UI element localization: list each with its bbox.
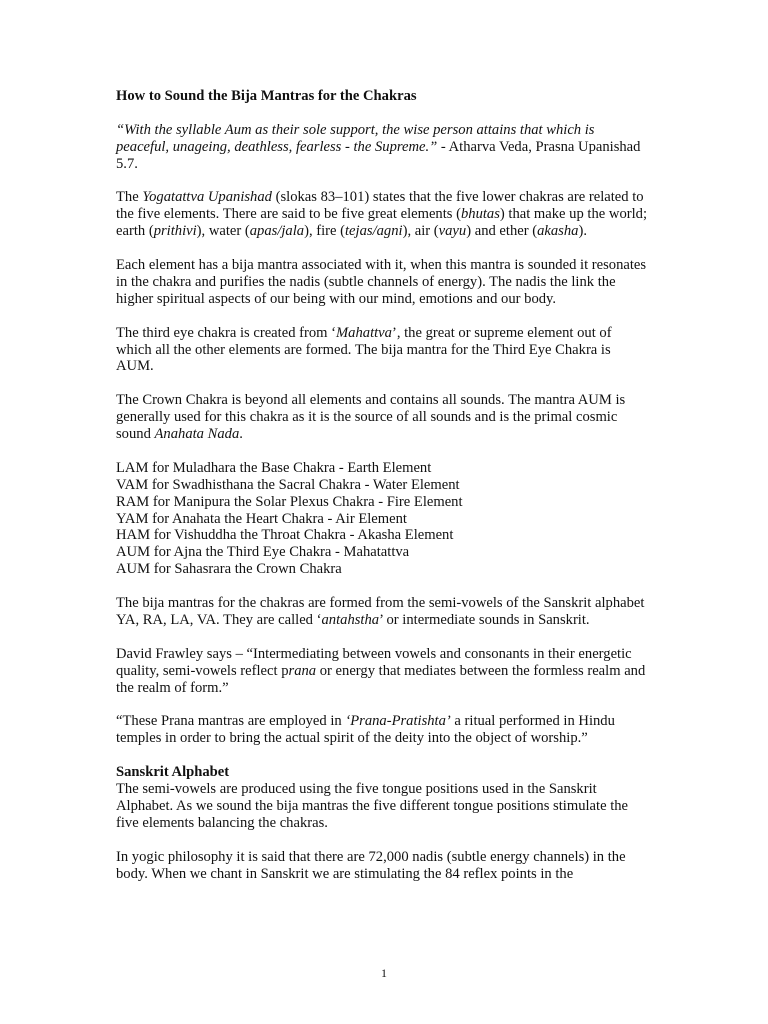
list-item: AUM for Sahasrara the Crown Chakra <box>116 561 342 578</box>
list-item: YAM for Anahata the Heart Chakra - Air Element <box>116 510 407 527</box>
text-run: . <box>239 426 243 443</box>
text-run: David Frawley says – “Intermediating between vowels and consonants in their energetic quality, semi-vowels reflect p <box>116 645 632 679</box>
quote-paragraph <box>116 122 650 173</box>
emphasis-akasha: akasha <box>537 223 579 240</box>
mantra-list <box>116 460 650 578</box>
text-run: ) and ether ( <box>466 223 538 240</box>
emphasis-mahattva: Mahattva <box>336 324 392 341</box>
list-item: VAM for Swadhisthana the Sacral Chakra - Water Element <box>116 476 460 493</box>
text-run: The third eye chakra is created from ‘ <box>116 324 337 341</box>
quote-source: - Atharva Veda, Prasna Upanishad 5.7. <box>116 138 641 172</box>
text-run: “These Prana mantras are employed in <box>116 713 346 730</box>
third-eye-paragraph <box>116 325 650 376</box>
text-run: ’, the great or supreme element out of which all the other elements are formed. The bija mantra for the Third Eye Chakra is AUM. <box>116 324 612 375</box>
text-run: ) that make up the world; earth ( <box>116 206 648 240</box>
document-title: How to Sound the Bija Mantras for the Chakras <box>116 88 417 104</box>
elements-paragraph <box>116 189 650 240</box>
emphasis-yogatattva: Yogatattva Upanishad <box>142 189 272 206</box>
emphasis-prana-pratishta: ‘Prana-Pratishta’ <box>345 713 451 730</box>
text-run: ’ or intermediate sounds in Sanskrit. <box>379 611 590 628</box>
emphasis-prithivi: prithivi <box>153 223 197 240</box>
nadis-paragraph: Each element has a bija mantra associated with it, when this mantra is sounded it resonates in the chakra and purifies the nadis (subtle channels of energy). The nadis the link the higher spiritual aspects of our being with our mind, emotions and our body. <box>116 257 647 307</box>
quote-text: “With the syllable Aum as their sole support, the wise person attains that which is peaceful, unageing, deathless, fearless - the Supreme.” <box>116 121 595 155</box>
list-item: LAM for Muladhara the Base Chakra - Earth Element <box>116 459 432 476</box>
emphasis-tejas: tejas/agni <box>345 223 403 240</box>
document-page <box>116 88 650 899</box>
crown-paragraph <box>116 392 650 443</box>
page-number: 1 <box>381 966 387 980</box>
text-run: ), fire ( <box>304 223 345 240</box>
emphasis-vayu: vayu <box>438 223 467 240</box>
section-heading-sanskrit-alphabet: Sanskrit Alphabet <box>116 764 230 781</box>
semivowels-paragraph <box>116 595 650 629</box>
text-run: The Crown Chakra is beyond all elements and contains all sounds. The mantra AUM is generally used for this chakra as it is the source of all sounds and is the primal cosmic sound <box>116 392 626 443</box>
text-run: a ritual performed in Hindu temples in order to bring the actual spirit of the deity into the object of worship.” <box>116 713 615 747</box>
list-item: AUM for Ajna the Third Eye Chakra - Mahatattva <box>116 544 410 561</box>
text-run: or energy that mediates between the formless realm and the realm of form.” <box>116 662 646 696</box>
alphabet-paragraph: The semi-vowels are produced using the five tongue positions used in the Sanskrit Alphabet. As we sound the bija mantras the five different tongue positions stimulate the five elements balancing the chakras. <box>116 781 629 831</box>
list-item: RAM for Manipura the Solar Plexus Chakra - Fire Element <box>116 493 463 510</box>
text-run: The <box>116 189 143 206</box>
list-item: HAM for Vishuddha the Throat Chakra - Akasha Element <box>116 527 454 544</box>
prana-mantras-paragraph <box>116 713 650 747</box>
yogic-paragraph: In yogic philosophy it is said that there are 72,000 nadis (subtle energy channels) in the body. When we chant in Sanskrit we are stimulating the 84 reflex points in the <box>116 848 626 882</box>
text-run: (slokas 83–101) states that the five lower chakras are related to the five elements. There are said to be five great elements ( <box>116 189 644 223</box>
text-run: ), air ( <box>402 223 439 240</box>
text-run: ). <box>578 223 587 240</box>
text-run: ), water ( <box>196 223 250 240</box>
emphasis-prana: rana <box>288 662 317 679</box>
emphasis-anahata-nada: Anahata Nada <box>154 426 240 443</box>
emphasis-antahstha: antahstha <box>321 611 380 628</box>
text-run: The bija mantras for the chakras are formed from the semi-vowels of the Sanskrit alphabet YA, RA, LA, VA. They are called ‘ <box>116 595 645 628</box>
frawley-paragraph <box>116 646 650 697</box>
emphasis-apas: apas/jala <box>249 223 305 240</box>
emphasis-bhutas: bhutas <box>460 206 500 223</box>
